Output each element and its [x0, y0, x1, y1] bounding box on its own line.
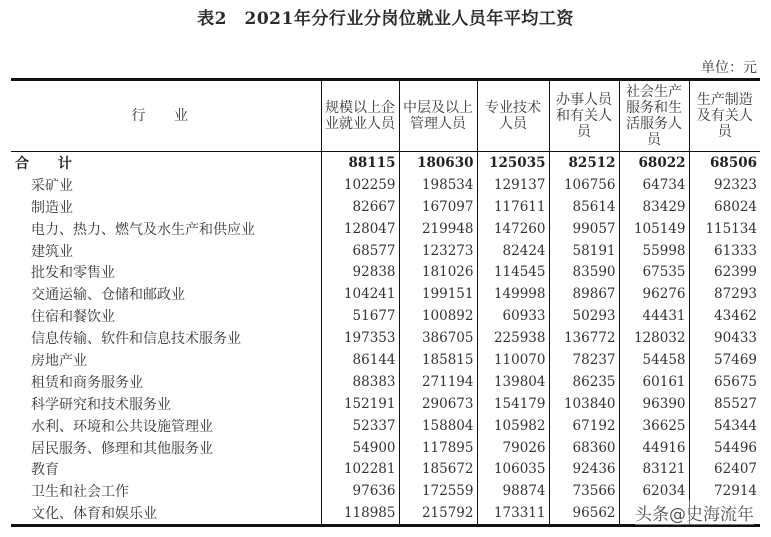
header-production-workers: 生产制造及有关人员	[689, 80, 760, 152]
wage-cell: 83121	[619, 458, 689, 480]
wage-cell: 55998	[619, 240, 689, 262]
table-row	[11, 393, 760, 415]
wage-cell: 86235	[549, 371, 619, 393]
wage-cell: 78237	[549, 349, 619, 371]
wage-cell: 60161	[619, 371, 689, 393]
wage-cell: 60933	[477, 305, 549, 327]
table-row	[11, 174, 760, 196]
wage-cell: 68360	[549, 437, 619, 459]
header-clerks: 办事人员和有关人员	[549, 80, 619, 152]
watermark: 头条@史海流年	[635, 500, 754, 525]
wage-cell: 115134	[689, 218, 760, 240]
wage-cell: 128047	[321, 218, 399, 240]
wage-cell: 173311	[477, 502, 549, 525]
wage-cell: 172559	[399, 480, 477, 502]
wage-cell: 65675	[689, 371, 760, 393]
wage-cell: 167097	[399, 196, 477, 218]
industry-cell: 建筑业	[31, 243, 73, 260]
industry-cell: 房地产业	[31, 352, 87, 369]
wage-cell: 85614	[549, 196, 619, 218]
wage-cell: 199151	[399, 283, 477, 305]
wage-cell: 67535	[619, 261, 689, 283]
table-row	[11, 371, 760, 393]
wage-cell: 197353	[321, 327, 399, 349]
table-row	[11, 261, 760, 283]
wage-cell: 82424	[477, 240, 549, 262]
wage-cell: 117611	[477, 196, 549, 218]
wage-cell: 68506	[689, 152, 760, 174]
wage-cell: 128032	[619, 327, 689, 349]
wage-cell: 158804	[399, 415, 477, 437]
wage-cell: 92436	[549, 458, 619, 480]
industry-cell: 批发和零售业	[31, 265, 115, 282]
wage-cell: 100892	[399, 305, 477, 327]
wage-cell: 50293	[549, 305, 619, 327]
table-title: 表2 2021年分行业分岗位就业人员年平均工资	[197, 9, 574, 29]
table-row	[11, 437, 760, 459]
wage-table	[11, 78, 760, 527]
industry-cell: 水利、环境和公共设施管理业	[31, 418, 213, 435]
wage-cell: 99057	[549, 218, 619, 240]
wage-cell: 125035	[477, 152, 549, 174]
wage-cell: 96276	[619, 283, 689, 305]
wage-cell: 82667	[321, 196, 399, 218]
wage-cell: 386705	[399, 327, 477, 349]
header-service-workers: 社会生产服务和生活服务人员	[619, 80, 689, 152]
wage-cell: 106035	[477, 458, 549, 480]
wage-cell: 44431	[619, 305, 689, 327]
wage-cell: 51677	[321, 305, 399, 327]
wage-cell: 82512	[549, 152, 619, 174]
table-row	[11, 305, 760, 327]
wage-cell: 89867	[549, 283, 619, 305]
wage-cell: 96390	[619, 393, 689, 415]
wage-cell: 149998	[477, 283, 549, 305]
wage-cell: 147260	[477, 218, 549, 240]
wage-cell: 185672	[399, 458, 477, 480]
wage-cell: 92838	[321, 261, 399, 283]
industry-cell: 科学研究和技术服务业	[31, 396, 171, 413]
wage-cell: 136772	[549, 327, 619, 349]
wage-cell: 83429	[619, 196, 689, 218]
wage-cell: 43462	[689, 305, 760, 327]
wage-cell: 225938	[477, 327, 549, 349]
header-managers: 中层及以上管理人员	[399, 80, 477, 152]
wage-cell: 92323	[689, 174, 760, 196]
table-row	[11, 218, 760, 240]
wage-cell: 104241	[321, 283, 399, 305]
wage-cell: 198534	[399, 174, 477, 196]
wage-cell: 52337	[321, 415, 399, 437]
wage-cell: 68024	[689, 196, 760, 218]
industry-cell: 文化、体育和娱乐业	[31, 506, 157, 523]
table-row	[11, 196, 760, 218]
table-row	[11, 327, 760, 349]
wage-cell: 54458	[619, 349, 689, 371]
wage-cell: 103840	[549, 393, 619, 415]
wage-cell: 44916	[619, 437, 689, 459]
wage-cell: 290673	[399, 393, 477, 415]
wage-cell: 96562	[549, 502, 619, 525]
industry-cell: 制造业	[31, 199, 73, 216]
industry-cell: 卫生和社会工作	[31, 484, 129, 501]
wage-cell: 36625	[619, 415, 689, 437]
wage-cell: 64734	[619, 174, 689, 196]
wage-cell: 54344	[689, 415, 760, 437]
wage-cell: 72914	[689, 480, 760, 502]
wage-cell: 61333	[689, 240, 760, 262]
industry-cell: 电力、热力、燃气及水生产和供应业	[31, 221, 255, 238]
industry-cell: 租赁和商务服务业	[31, 374, 143, 391]
wage-cell: 62034	[619, 480, 689, 502]
industry-cell: 交通运输、仓储和邮政业	[31, 287, 185, 304]
wage-cell: 73566	[549, 480, 619, 502]
wage-cell: 97636	[321, 480, 399, 502]
industry-cell: 住宿和餐饮业	[31, 309, 115, 326]
table-row	[11, 240, 760, 262]
header-professionals: 专业技术人员	[477, 80, 549, 152]
wage-cell: 54496	[689, 437, 760, 459]
wage-cell: 181026	[399, 261, 477, 283]
industry-cell: 合 计	[15, 155, 84, 172]
wage-cell: 110070	[477, 349, 549, 371]
wage-cell: 87293	[689, 283, 760, 305]
wage-cell: 102281	[321, 458, 399, 480]
wage-cell: 83590	[549, 261, 619, 283]
wage-cell: 105982	[477, 415, 549, 437]
industry-cell: 采矿业	[31, 177, 73, 194]
table-row	[11, 415, 760, 437]
wage-cell: 105149	[619, 218, 689, 240]
wage-cell: 154179	[477, 393, 549, 415]
wage-cell: 86144	[321, 349, 399, 371]
table-row	[11, 349, 760, 371]
table-row	[11, 458, 760, 480]
industry-cell: 居民服务、修理和其他服务业	[31, 440, 213, 457]
table-row	[11, 480, 760, 502]
wage-cell: 62399	[689, 261, 760, 283]
wage-cell: 114545	[477, 261, 549, 283]
wage-cell: 79026	[477, 437, 549, 459]
wage-cell: 90433	[689, 327, 760, 349]
wage-cell: 85527	[689, 393, 760, 415]
wage-cell: 152191	[321, 393, 399, 415]
header-industry: 行 业	[131, 108, 200, 124]
total-row	[11, 152, 760, 174]
wage-cell: 139804	[477, 371, 549, 393]
wage-cell: 58191	[549, 240, 619, 262]
wage-cell: 215792	[399, 502, 477, 525]
wage-cell: 57469	[689, 349, 760, 371]
industry-cell: 教育	[31, 462, 59, 479]
wage-cell: 129137	[477, 174, 549, 196]
wage-cell: 180630	[399, 152, 477, 174]
wage-cell: 88383	[321, 371, 399, 393]
wage-cell: 106756	[549, 174, 619, 196]
wage-cell: 67192	[549, 415, 619, 437]
wage-cell: 219948	[399, 218, 477, 240]
wage-cell: 68577	[321, 240, 399, 262]
wage-cell: 271194	[399, 371, 477, 393]
wage-cell: 185815	[399, 349, 477, 371]
wage-cell: 54900	[321, 437, 399, 459]
wage-cell: 62407	[689, 458, 760, 480]
header-row	[11, 80, 760, 152]
unit-label: 单位：元	[701, 60, 757, 76]
table-row	[11, 283, 760, 305]
wage-cell: 117895	[399, 437, 477, 459]
wage-cell: 123273	[399, 240, 477, 262]
wage-cell: 88115	[321, 152, 399, 174]
wage-cell: 68022	[619, 152, 689, 174]
wage-cell: 102259	[321, 174, 399, 196]
industry-cell: 信息传输、软件和信息技术服务业	[31, 331, 241, 348]
wage-cell: 98874	[477, 480, 549, 502]
wage-cell: 118985	[321, 502, 399, 525]
header-all-employees: 规模以上企业就业人员	[321, 80, 399, 152]
